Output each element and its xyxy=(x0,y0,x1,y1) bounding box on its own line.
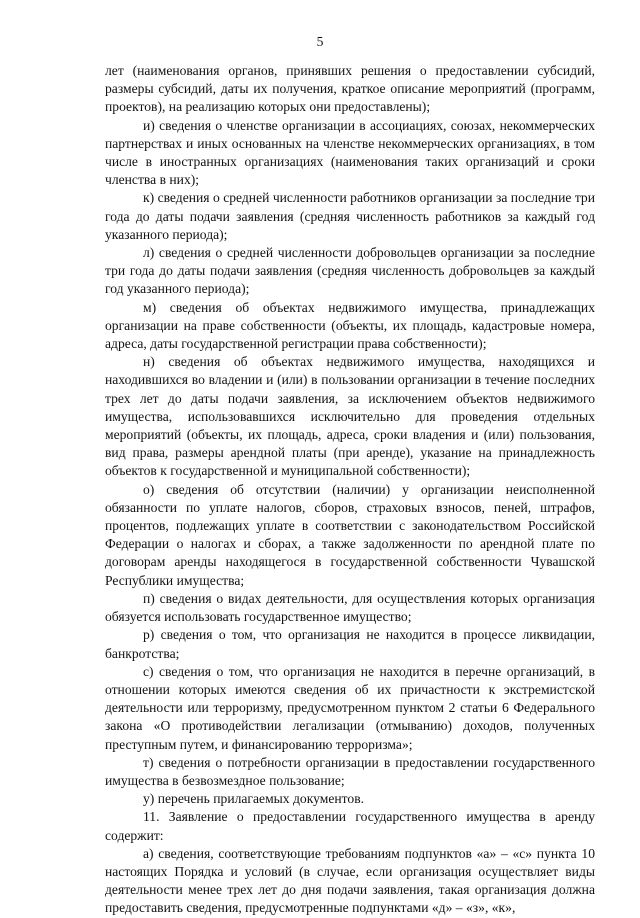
paragraph-item-r: р) сведения о том, что организация не находится в процессе ликвидации, банкротства; xyxy=(105,627,595,661)
paragraph-continuation: лет (наименования органов, принявших решения о предоставлении субсидий, размеры субсидий, даты их получения, краткое описание мероприятий (программ, проектов), на реализацию которых они предоставлены); xyxy=(105,63,595,115)
paragraph-item-n: н) сведения об объектах недвижимого имущества, находящихся и находившихся во владении и (или) в пользовании организации в течение последних трех лет до даты подачи заявления, за исключением объектов недвижимого имущества, использовавшихся исключительно для проведения отдельных мероприятий (объекты, их площадь, адреса, сроки владения и (или) пользования, вид права, размеры арендной платы (при аренде), указание на принадлежность объектов к государственной и муниципальной собственности); xyxy=(105,354,595,479)
paragraph-item-k: к) сведения о средней численности работников организации за последние три года до даты подачи заявления (средняя численность работников за каждый год указанного периода); xyxy=(105,190,595,242)
paragraph-item-s: с) сведения о том, что организация не находится в перечне организаций, в отношении которых имеются сведения об их причастности к экстремистской деятельности или терроризму, предусмотренном пунктом 2 статьи 6 Федерального закона «О противодействии легализации (отмыванию) доходов, полученных преступным путем, и финансированию терроризма»; xyxy=(105,663,595,752)
paragraph-item-m: м) сведения об объектах недвижимого имущества, принадлежащих организации на праве собственности (объекты, их площадь, кадастровые номера, адреса, даты государственной регистрации права собственности); xyxy=(105,299,595,352)
paragraph-item-i: и) сведения о членстве организации в ассоциациях, союзах, некоммерческих партнерствах и иных основанных на членстве некоммерческих организациях, в том числе в иностранных организациях (наименования таких организаций и сроки членства в них); xyxy=(105,117,595,188)
page-number: 5 xyxy=(316,34,324,49)
paragraph-item-l: л) сведения о средней численности добровольцев организации за последние три года до даты подачи заявления (средняя численность добровольцев за каждый год указанного периода); xyxy=(105,245,595,297)
document-body xyxy=(105,62,595,918)
paragraph-item-p: п) сведения о видах деятельности, для осуществления которых организация обязуется использовать государственное имущество; xyxy=(105,590,595,625)
paragraph-item-u: у) перечень прилагаемых документов. xyxy=(143,791,365,807)
paragraph-item-a: а) сведения, соответствующие требованиям подпунктов «а» – «с» пункта 10 настоящих Порядка и условий (в случае, если организация осуществляет виды деятельности менее трех лет до дня подачи заявления, такая организация должна предоставить сведения, предусмотренные подпунктами «д» – «з», «к», xyxy=(105,845,595,916)
paragraph-item-t: т) сведения о потребности организации в предоставлении государственного имущества в безвозмездное пользование; xyxy=(105,754,595,788)
paragraph-item-o: о) сведения об отсутствии (наличии) у организации неисполненной обязанности по уплате налогов, сборов, страховых взносов, пеней, штрафов, процентов, подлежащих уплате в соответствии с законодательством Российской Федерации о налогах и сборах, а также задолженности по арендной плате по договорам аренды находящегося в государственной собственности Чувашской Республики имущества; xyxy=(105,481,595,588)
paragraph-section-11: 11. Заявление о предоставлении государственного имущества в аренду содержит: xyxy=(105,809,595,843)
